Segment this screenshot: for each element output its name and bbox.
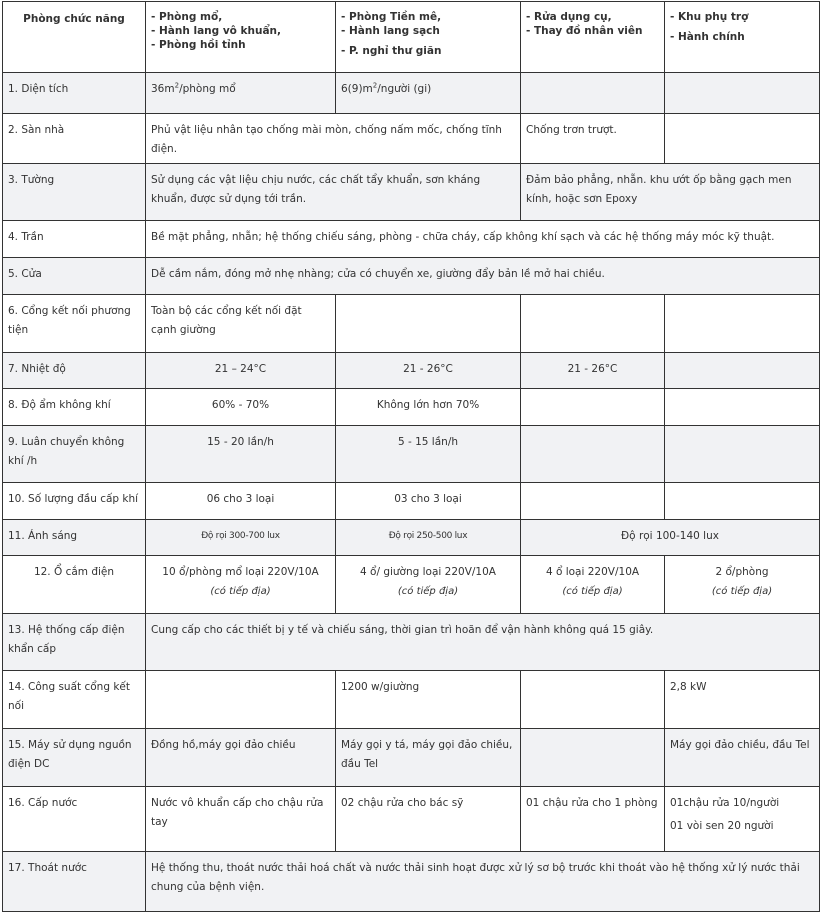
table-cell: 21 – 24°C bbox=[146, 353, 336, 389]
table-row bbox=[3, 353, 820, 389]
table-row bbox=[3, 258, 820, 295]
table-cell bbox=[665, 426, 820, 483]
table-cell: 03 cho 3 loại bbox=[336, 483, 521, 520]
table-cell bbox=[665, 114, 820, 164]
table-row bbox=[3, 852, 820, 912]
table-row bbox=[3, 520, 820, 556]
table-row bbox=[3, 221, 820, 258]
table-cell: 15 - 20 lần/h bbox=[146, 426, 336, 483]
table-cell bbox=[521, 295, 665, 353]
table-cell: Cung cấp cho các thiết bị y tế và chiếu sáng, thời gian trì hoãn để vận hành không quá 15 giây. bbox=[146, 614, 820, 671]
row-label: 13. Hệ thống cấp điện khẩn cấp bbox=[3, 614, 146, 671]
table-cell: Hệ thống thu, thoát nước thải hoá chất và nước thải sinh hoạt được xử lý sơ bộ trước khi thoát vào hệ thống xử lý nước thải chung của bệnh viện. bbox=[146, 852, 820, 912]
table-cell bbox=[336, 295, 521, 353]
table-cell: Đảm bảo phẳng, nhẵn. khu ướt ốp bằng gạch men kính, hoặc sơn Epoxy bbox=[521, 164, 820, 221]
table-row bbox=[3, 671, 820, 729]
row-label: 12. Ổ cắm điện bbox=[3, 556, 146, 614]
table-cell: Nước vô khuẩn cấp cho chậu rửa tay bbox=[146, 787, 336, 852]
table-cell: Độ rọi 300-700 lux bbox=[146, 520, 336, 556]
table-cell: $6(9)m^2$/người (gi) bbox=[336, 73, 521, 114]
table-cell: 4 ổ/ giường loại 220V/10A (có tiếp địa) bbox=[336, 556, 521, 614]
table-cell: 1200 w/giường bbox=[336, 671, 521, 729]
table-cell: Máy gọi y tá, máy gọi đảo chiều, đầu Tel bbox=[336, 729, 521, 787]
row-label: 10. Số lượng đầu cấp khí bbox=[3, 483, 146, 520]
table-row bbox=[3, 73, 820, 114]
table-cell: $36m^2$/phòng mổ bbox=[146, 73, 336, 114]
row-label: 7. Nhiệt độ bbox=[3, 353, 146, 389]
row-label: 2. Sàn nhà bbox=[3, 114, 146, 164]
table-cell: 2 ổ/phòng (có tiếp địa) bbox=[665, 556, 820, 614]
table-cell: Độ rọi 100-140 lux bbox=[521, 520, 820, 556]
table-cell bbox=[521, 671, 665, 729]
header-operating-room-group: - Phòng mổ, - Hành lang vô khuẩn, - Phòng hồi tỉnh bbox=[146, 2, 336, 73]
row-label: 1. Diện tích bbox=[3, 73, 146, 114]
table-row bbox=[3, 164, 820, 221]
header-auxiliary-group: - Khu phụ trợ - Hành chính bbox=[665, 2, 820, 73]
table-cell bbox=[521, 389, 665, 426]
row-label: 8. Độ ẩm không khí bbox=[3, 389, 146, 426]
table-row bbox=[3, 787, 820, 852]
row-label: 4. Trần bbox=[3, 221, 146, 258]
table-cell bbox=[665, 73, 820, 114]
row-label: 5. Cửa bbox=[3, 258, 146, 295]
header-functional-room: Phòng chức năng bbox=[3, 2, 146, 73]
table-cell: Phủ vật liệu nhân tạo chống mài mòn, chống nấm mốc, chống tĩnh điện. bbox=[146, 114, 521, 164]
table-cell: Dễ cầm nắm, đóng mở nhẹ nhàng; cửa có chuyển xe, giường đẩy bản lề mở hai chiều. bbox=[146, 258, 820, 295]
table-row bbox=[3, 114, 820, 164]
table-cell bbox=[665, 295, 820, 353]
table-row bbox=[3, 295, 820, 353]
table-cell: 06 cho 3 loại bbox=[146, 483, 336, 520]
table-cell bbox=[521, 73, 665, 114]
row-label: 6. Cổng kết nối phương tiện bbox=[3, 295, 146, 353]
table-row bbox=[3, 426, 820, 483]
table-cell: 4 ổ loại 220V/10A (có tiếp địa) bbox=[521, 556, 665, 614]
row-label: 15. Máy sử dụng nguồn điện DC bbox=[3, 729, 146, 787]
table-cell: Máy gọi đảo chiều, đầu Tel bbox=[665, 729, 820, 787]
table-cell: Độ rọi 250-500 lux bbox=[336, 520, 521, 556]
table-cell bbox=[521, 483, 665, 520]
table-cell: 01 chậu rửa cho 1 phòng bbox=[521, 787, 665, 852]
table-cell: 5 - 15 lần/h bbox=[336, 426, 521, 483]
header-row bbox=[3, 2, 820, 73]
table-cell: 2,8 kW bbox=[665, 671, 820, 729]
table-row bbox=[3, 389, 820, 426]
table-cell: Không lớn hơn 70% bbox=[336, 389, 521, 426]
table-cell bbox=[665, 483, 820, 520]
table-cell: 21 - 26°C bbox=[336, 353, 521, 389]
table-cell bbox=[521, 426, 665, 483]
table-row bbox=[3, 614, 820, 671]
row-label: 3. Tường bbox=[3, 164, 146, 221]
table-cell bbox=[665, 389, 820, 426]
table-cell bbox=[665, 353, 820, 389]
header-anesthesia-group: - Phòng Tiền mê, - Hành lang sạch - P. nghỉ thư giãn bbox=[336, 2, 521, 73]
row-label: 14. Công suất cổng kết nối bbox=[3, 671, 146, 729]
table-cell: Chống trơn trượt. bbox=[521, 114, 665, 164]
row-label: 16. Cấp nước bbox=[3, 787, 146, 852]
table-row bbox=[3, 483, 820, 520]
row-label: 9. Luân chuyển không khí /h bbox=[3, 426, 146, 483]
table-row bbox=[3, 556, 820, 614]
table-cell bbox=[146, 671, 336, 729]
table-cell: 01chậu rửa 10/người 01 vòi sen 20 người bbox=[665, 787, 820, 852]
table-cell: 60% - 70% bbox=[146, 389, 336, 426]
header-washing-group: - Rửa dụng cụ, - Thay đồ nhân viên bbox=[521, 2, 665, 73]
table-cell: 10 ổ/phòng mổ loại 220V/10A (có tiếp địa) bbox=[146, 556, 336, 614]
table-cell bbox=[521, 729, 665, 787]
table-row bbox=[3, 729, 820, 787]
row-label: 17. Thoát nước bbox=[3, 852, 146, 912]
specification-table bbox=[2, 1, 820, 912]
row-label: 11. Ánh sáng bbox=[3, 520, 146, 556]
table-cell: Đồng hồ,máy gọi đảo chiều bbox=[146, 729, 336, 787]
table-cell: Bề mặt phẳng, nhẵn; hệ thống chiếu sáng, phòng - chữa cháy, cấp không khí sạch và các hệ thống máy móc kỹ thuật. bbox=[146, 221, 820, 258]
table-cell: Sử dụng các vật liệu chịu nước, các chất tẩy khuẩn, sơn kháng khuẩn, được sử dụng tới trần. bbox=[146, 164, 521, 221]
table-cell: Toàn bộ các cổng kết nối đặt cạnh giường bbox=[146, 295, 336, 353]
table-cell: 02 chậu rửa cho bác sỹ bbox=[336, 787, 521, 852]
table-cell: 21 - 26°C bbox=[521, 353, 665, 389]
